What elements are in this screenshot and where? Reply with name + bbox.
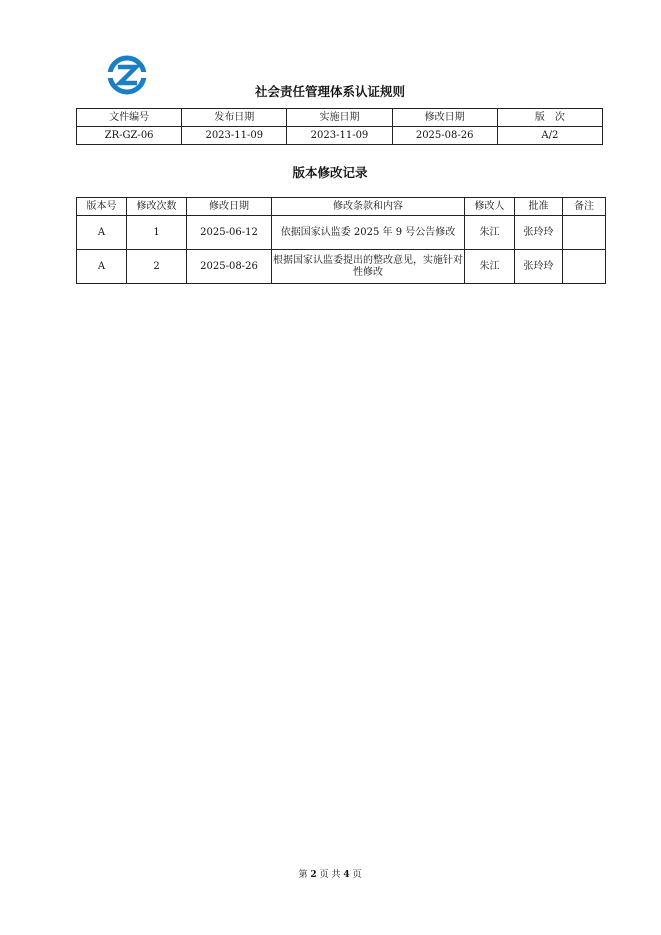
publish-date-label: 发布日期 [182,109,287,127]
document-title: 社会责任管理体系认证规则 [254,84,405,99]
zr-logo-icon [107,55,147,95]
revision-date-value: 2025-08-26 [392,127,497,145]
page-footer [230,867,430,880]
remark-cell [563,216,606,250]
version-cell: A [77,250,127,284]
revision-record-table [76,197,606,284]
approver-cell: 张玲玲 [515,216,563,250]
revision-date-label: 修改日期 [392,109,497,127]
column-header: 修改日期 [187,198,272,216]
revision-record-title: 版本修改记录 [292,165,368,180]
table-row [77,109,603,127]
column-header: 修改人 [465,198,515,216]
effective-date-label: 实施日期 [287,109,392,127]
date-cell: 2025-08-26 [187,250,272,284]
modifier-cell: 朱江 [465,250,515,284]
column-header: 修改条款和内容 [272,198,465,216]
modifier-cell: 朱江 [465,216,515,250]
column-header: 修改次数 [127,198,187,216]
footer-mid: 页 共 [319,870,341,880]
count-cell: 2 [127,250,187,284]
doc-number-value: ZR-GZ-06 [77,127,182,145]
publish-date-value: 2023-11-09 [182,127,287,145]
edition-label: 版 次 [497,109,602,127]
version-cell: A [77,216,127,250]
column-header: 批准 [515,198,563,216]
table-row [77,250,606,284]
document-info-table [76,108,603,145]
table-header-row [77,198,606,216]
footer-prefix: 第 [298,870,308,880]
remark-cell [563,250,606,284]
date-cell: 2025-06-12 [187,216,272,250]
column-header: 备注 [563,198,606,216]
effective-date-value: 2023-11-09 [287,127,392,145]
current-page-number: 2 [310,870,317,880]
edition-value: A/2 [497,127,602,145]
column-header: 版本号 [77,198,127,216]
doc-number-label: 文件编号 [77,109,182,127]
footer-suffix: 页 [352,870,362,880]
table-row [77,127,603,145]
content-cell: 依据国家认监委 2025 年 9 号公告修改 [272,216,465,250]
count-cell: 1 [127,216,187,250]
total-page-number: 4 [343,870,350,880]
table-row [77,216,606,250]
approver-cell: 张玲玲 [515,250,563,284]
content-cell: 根据国家认监委提出的整改意见，实施针对性修改 [272,250,465,284]
